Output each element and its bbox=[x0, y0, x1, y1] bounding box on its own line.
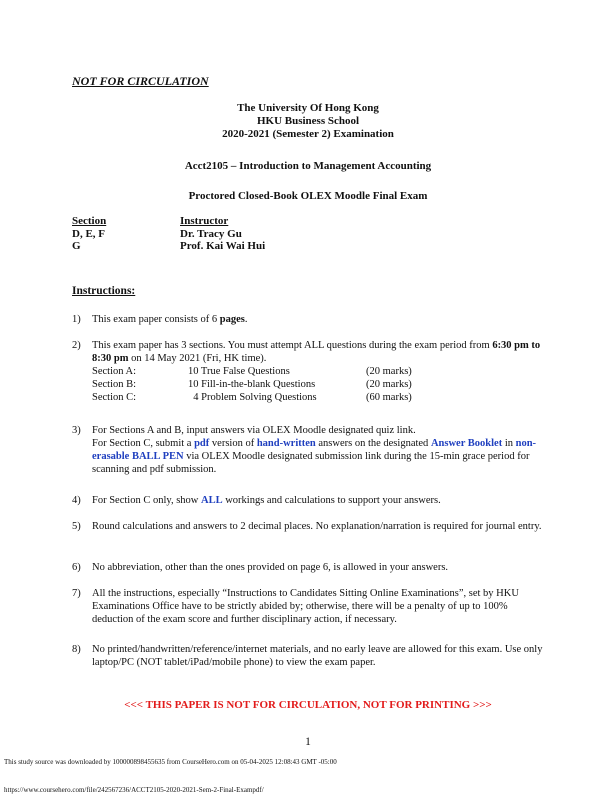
section-cell: G bbox=[72, 240, 81, 252]
item-text: via OLEX Moodle designated submission link during the 15-min grace period for scanning and pdf submission. bbox=[92, 451, 530, 475]
section-name: Section B: bbox=[92, 379, 137, 390]
item-number: 4) bbox=[72, 495, 81, 506]
instruction-item-3 bbox=[72, 424, 547, 476]
section-instructor-table bbox=[72, 215, 265, 253]
section-name: Section A: bbox=[92, 366, 137, 377]
section-row bbox=[92, 378, 547, 391]
university-name: The University Of Hong Kong bbox=[237, 102, 379, 114]
item-text: workings and calculations to support your answers. bbox=[222, 495, 441, 506]
item-text-highlight: non-erasable BALL PEN bbox=[92, 438, 537, 462]
instructor-cell: Prof. Kai Wai Hui bbox=[180, 240, 266, 252]
item-number: 8) bbox=[72, 644, 81, 655]
item-text: version of bbox=[209, 438, 257, 449]
not-for-printing-notice: <<< THIS PAPER IS NOT FOR CIRCULATION, NOT FOR PRINTING >>> bbox=[124, 699, 492, 711]
item-text: on 14 May 2021 (Fri, HK time). bbox=[128, 353, 267, 364]
page-number: 1 bbox=[305, 736, 311, 748]
section-row bbox=[92, 365, 547, 378]
section-cell: D, E, F bbox=[72, 227, 105, 240]
item-text-bold: 6:30 pm to 8:30 pm bbox=[92, 340, 541, 364]
item-text: No printed/handwritten/reference/internet materials, and no early leave are allowed for this exam. Use only laptop/PC (NOT tablet/iPad/mobile phone) to view the exam paper. bbox=[92, 644, 543, 668]
section-row bbox=[92, 391, 547, 404]
section-marks: (20 marks) bbox=[366, 366, 412, 377]
item-text-highlight: ALL bbox=[201, 495, 223, 506]
section-name: Section C: bbox=[92, 392, 137, 403]
item-text-highlight: hand-written bbox=[256, 438, 316, 449]
download-footer: This study source was downloaded by 100000898455635 from CourseHero.com on 05-04-2025 12:08:43 GMT -05:00 bbox=[4, 758, 337, 766]
instruction-item-1 bbox=[72, 313, 547, 326]
instructor-cell: Dr. Tracy Gu bbox=[180, 227, 242, 240]
item-text: All the instructions, especially “Instructions to Candidates Sitting Online Examinations”, set by HKU Examinations Office have to be strictly abided by; otherwise, there will be a penalty of up to 100% deduction of the exam score and further disciplinary action, if necessary. bbox=[92, 588, 519, 625]
item-number: 7) bbox=[72, 588, 81, 599]
item-text: in bbox=[502, 438, 516, 449]
item-text: No abbreviation, other than the ones provided on page 6, is allowed in your answers. bbox=[92, 562, 449, 573]
instructor-column-header: Instructor bbox=[180, 215, 229, 227]
section-desc: 4 Problem Solving Questions bbox=[188, 392, 317, 403]
item-number: 1) bbox=[72, 314, 81, 325]
school-name: HKU Business School bbox=[256, 115, 360, 127]
item-number: 5) bbox=[72, 521, 81, 532]
item-text: For Section C only, show bbox=[92, 495, 201, 506]
exam-header bbox=[0, 102, 616, 141]
instruction-item-4 bbox=[72, 494, 547, 507]
item-text-highlight: Answer Booklet bbox=[430, 438, 503, 449]
instruction-item-2 bbox=[72, 339, 547, 404]
section-desc: 10 True False Questions bbox=[188, 366, 290, 377]
item-text: For Sections A and B, input answers via OLEX Moodle designated quiz link. bbox=[92, 425, 416, 436]
not-for-circulation-label: NOT FOR CIRCULATION bbox=[72, 74, 209, 88]
item-text: This exam paper consists of 6 bbox=[92, 314, 220, 325]
instruction-item-8 bbox=[72, 643, 547, 669]
source-url-link[interactable]: https://www.coursehero.com/file/242567236/ACCT2105-2020-2021-Sem-2-Final-Exampdf/ bbox=[4, 786, 264, 794]
item-text: Round calculations and answers to 2 decimal places. No explanation/narration is required for journal entry. bbox=[92, 521, 542, 532]
instruction-item-7 bbox=[72, 587, 547, 626]
table-row bbox=[72, 228, 265, 241]
section-desc: 10 Fill-in-the-blank Questions bbox=[188, 379, 316, 390]
section-column-header: Section bbox=[72, 215, 107, 227]
course-title: Acct2105 – Introduction to Management Accounting bbox=[184, 160, 432, 172]
instruction-item-5 bbox=[72, 520, 547, 533]
item-text-highlight: pdf bbox=[194, 438, 210, 449]
item-number: 6) bbox=[72, 562, 81, 573]
section-marks: (20 marks) bbox=[366, 379, 412, 390]
item-text: This exam paper has 3 sections. You must attempt ALL questions during the exam period from bbox=[92, 340, 493, 351]
exam-name: 2020-2021 (Semester 2) Examination bbox=[222, 128, 394, 140]
section-marks: (60 marks) bbox=[366, 392, 412, 403]
instruction-item-6 bbox=[72, 561, 547, 574]
table-header-row bbox=[72, 215, 265, 228]
instructions-heading: Instructions: bbox=[72, 285, 136, 297]
item-text: . bbox=[244, 314, 248, 325]
item-number: 3) bbox=[72, 425, 81, 436]
table-row bbox=[72, 240, 265, 253]
item-text: For Section C, submit a bbox=[92, 438, 195, 449]
item-number: 2) bbox=[72, 340, 81, 351]
item-text-bold: pages bbox=[219, 314, 245, 325]
item-text: answers on the designated bbox=[315, 438, 431, 449]
exam-type: Proctored Closed-Book OLEX Moodle Final Exam bbox=[188, 190, 428, 202]
